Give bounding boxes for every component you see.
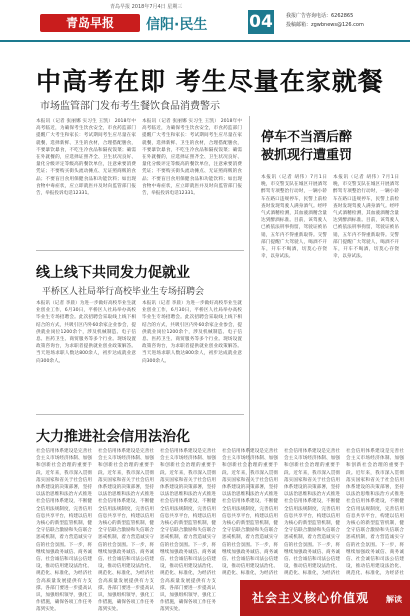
lead-headline: 中高考在即 考生尽量在家就餐 — [36, 67, 384, 96]
story-divider — [36, 414, 244, 415]
lead-subheadline: 市场监管部门发布考生餐饮食品消费警示 — [40, 101, 220, 112]
story2-headline: 线上线下共同发力促就业 — [36, 265, 190, 281]
sidebar-body-col1: 本报讯（记者 胡伟）7月1日晚，市交警支队在城区开展酒驾醉驾专项整治行动时，一辆小轿车在路口违规停车，民警上前检查时发现驾驶人满身酒气。经呼气式酒精检测，其血液酒精含量达到醉酒标准。目前，该驾驶人已被依法刑事拘留，驾驶证被吊销，五年内不得重新取得。交警部门提醒广大驾驶人，喝酒不开车，开车不喝酒，切莫心存侥幸，以身试法。 — [261, 175, 327, 260]
sidebar-story — [255, 118, 405, 498]
sidebar-headline-line2: 被抓现行遭重罚 — [261, 148, 353, 163]
story3-body-col6: 社会信用体系建设是完善社会主义市场经济体制、加强和创新社会治理的重要手段。近年来，我市深入贯彻落实国家和省关于社会信用体系建设的决策部署，坚持以法治思维和法治方式推进社会信用体系建设，不断健全信用法规制度，完善信用信息共享平台，构建以信用为核心的新型监管机制，健全守信联合激励和失信联合惩戒机制，着力营造诚实守信的社会氛围。下一步，将继续加强政务诚信、商务诚信、社会诚信和司法公信建设，推动信用建设法治化、规范化、标准化，为经济社 — [346, 449, 404, 576]
page-number: 04 — [249, 12, 273, 32]
story2-body-col1: 本报讯（记者 李晨）为进一步做好高校毕业生就业创业工作，6月30日，平桥区人社局举办高校毕业生专场招聘会。此次招聘会采取线上线下相结合的方式，共吸引区内外60余家企业参会，提供就业岗位1200余个，涉及机械制造、电子信息、医药卫生、商贸服务等多个行业。现场设置政策咨询台，为求职者提供就业创业政策解答。当天进场求职人数达800余人，初步达成就业意向300余人。 — [36, 301, 136, 364]
sidebar-body-col2: 本报讯（记者 胡伟）7月1日晚，市交警支队在城区开展酒驾醉驾专项整治行动时，一辆小轿车在路口违规停车，民警上前检查时发现驾驶人满身酒气。经呼气式酒精检测，其血液酒精含量达到醉酒标准。目前，该驾驶人已被依法刑事拘留，驾驶证被吊销，五年内不得重新取得。交警部门提醒广大驾驶人，喝酒不开车，开车不喝酒，切莫心存侥幸，以身试法。 — [333, 175, 399, 260]
story3-body-col2: 社会信用体系建设是完善社会主义市场经济体制、加强和创新社会治理的重要手段。近年来，我市深入贯彻落实国家和省关于社会信用体系建设的决策部署，坚持以法治思维和法治方式推进社会信用体系建设，不断健全信用法规制度，完善信用信息共享平台，构建以信用为核心的新型监管机制，健全守信联合激励和失信联合惩戒机制，着力营造诚实守信的社会氛围。下一步，将继续加强政务诚信、商务诚信、社会诚信和司法公信建设，推动信用建设法治化、规范化、标准化，为经济社会高质量发展提供有力支撑。各部门要进一步提高认识，加强组织领导，强化工作措施，确保各项工作任务落到实处。 — [98, 449, 154, 612]
story3-body-col1: 社会信用体系建设是完善社会主义市场经济体制、加强和创新社会治理的重要手段。近年来，我市深入贯彻落实国家和省关于社会信用体系建设的决策部署，坚持以法治思维和法治方式推进社会信用体系建设，不断健全信用法规制度，完善信用信息共享平台，构建以信用为核心的新型监管机制，健全守信联合激励和失信联合惩戒机制，着力营造诚实守信的社会氛围。下一步，将继续加强政务诚信、商务诚信、社会诚信和司法公信建设，推动信用建设法治化、规范化、标准化，为经济社会高质量发展提供有力支撑。各部门要进一步提高认识，加强组织领导，强化工作措施，确保各项工作任务落到实处。 — [36, 449, 92, 612]
column-divider — [249, 116, 250, 496]
sidebar-headline-line1: 停车不当酒后醉 — [261, 130, 353, 145]
banner-text: 社会主义核心价值观 — [252, 591, 370, 605]
banner-end-label: 解读 — [386, 595, 402, 604]
header-divider — [0, 40, 410, 42]
contact-phone: 我报广告咨询电话：6262865 — [286, 13, 354, 19]
story3-body-col3: 社会信用体系建设是完善社会主义市场经济体制、加强和创新社会治理的重要手段。近年来，我市深入贯彻落实国家和省关于社会信用体系建设的决策部署，坚持以法治思维和法治方式推进社会信用体系建设，不断健全信用法规制度，完善信用信息共享平台，构建以信用为核心的新型监管机制，健全守信联合激励和失信联合惩戒机制，着力营造诚实守信的社会氛围。下一步，将继续加强政务诚信、商务诚信、社会诚信和司法公信建设，推动信用建设法治化、规范化、标准化，为经济社会高质量发展提供有力支撑。各部门要进一步提高认识，加强组织领导，强化工作措施，确保各项工作任务落到实处。 — [160, 449, 216, 612]
issue-date: 青岛早报 2018年7月4日 星期三 — [110, 4, 183, 10]
section-title: 信阳·民生 — [146, 17, 208, 33]
contact-info — [286, 12, 364, 30]
story3-body-col5: 社会信用体系建设是完善社会主义市场经济体制、加强和创新社会治理的重要手段。近年来，我市深入贯彻落实国家和省关于社会信用体系建设的决策部署，坚持以法治思维和法治方式推进社会信用体系建设，不断健全信用法规制度，完善信用信息共享平台，构建以信用为核心的新型监管机制，健全守信联合激励和失信联合惩戒机制，着力营造诚实守信的社会氛围。下一步，将继续加强政务诚信、商务诚信、社会诚信和司法公信建设，推动信用建设法治化、规范化、标准化，为经济社 — [284, 449, 340, 576]
lead-body-col2: 本报讯（记者 张丽娜 实习生 王凯） 2018年中高考临近，为确保考生饮食安全，市食药监部门提醒广大考生和家长：考试期间考生应尽量在家就餐，选择新鲜、卫生的食材，合理搭配膳食，不要暴饮暴食，不吃生冷食品和隔夜饭菜；确需在外就餐的，应选择证照齐全、卫生状况良好、量化分级评定等级高的餐饮单位，注意索要消费凭证；不要购买街头流动摊点、无证照商贩的食品；不要盲目食用保健食品和功能饮料；如出现食物中毒症状，应立即就医并及时向监管部门报告，举报投诉电话12331。 — [142, 119, 242, 197]
story3-body-col4: 社会信用体系建设是完善社会主义市场经济体制、加强和创新社会治理的重要手段。近年来，我市深入贯彻落实国家和省关于社会信用体系建设的决策部署，坚持以法治思维和法治方式推进社会信用体系建设，不断健全信用法规制度，完善信用信息共享平台，构建以信用为核心的新型监管机制，健全守信联合激励和失信联合惩戒机制，着力营造诚实守信的社会氛围。下一步，将继续加强政务诚信、商务诚信、社会诚信和司法公信建设，推动信用建设法治化、规范化、标准化，为经济社 — [222, 449, 278, 576]
story3-headline: 大力推进社会信用法治化 — [36, 429, 190, 445]
newspaper-logo: 青岛早报 — [40, 14, 140, 32]
story2-subheadline: 平桥区人社局举行高校毕业生专场招聘会 — [42, 287, 205, 297]
story2-body-col2: 本报讯（记者 李晨）为进一步做好高校毕业生就业创业工作，6月30日，平桥区人社局举办高校毕业生专场招聘会。此次招聘会采取线上线下相结合的方式，共吸引区内外60余家企业参会，提供就业岗位1200余个，涉及机械制造、电子信息、医药卫生、商贸服务等多个行业。现场设置政策咨询台，为求职者提供就业创业政策解答。当天进场求职人数达800余人，初步达成就业意向300余人。 — [142, 301, 242, 364]
story-divider — [36, 250, 244, 251]
lead-body-col1: 本报讯（记者 张丽娜 实习生 王凯） 2018年中高考临近，为确保考生饮食安全，市食药监部门提醒广大考生和家长：考试期间考生应尽量在家就餐，选择新鲜、卫生的食材，合理搭配膳食，不要暴饮暴食，不吃生冷食品和隔夜饭菜；确需在外就餐的，应选择证照齐全、卫生状况良好、量化分级评定等级高的餐饮单位，注意索要消费凭证；不要购买街头流动摊点、无证照商贩的食品；不要盲目食用保健食品和功能饮料；如出现食物中毒症状，应立即就医并及时向监管部门报告，举报投诉电话12331。 — [36, 119, 136, 197]
contact-email: 投稿邮箱：zgwbnews@126.com — [286, 22, 364, 28]
